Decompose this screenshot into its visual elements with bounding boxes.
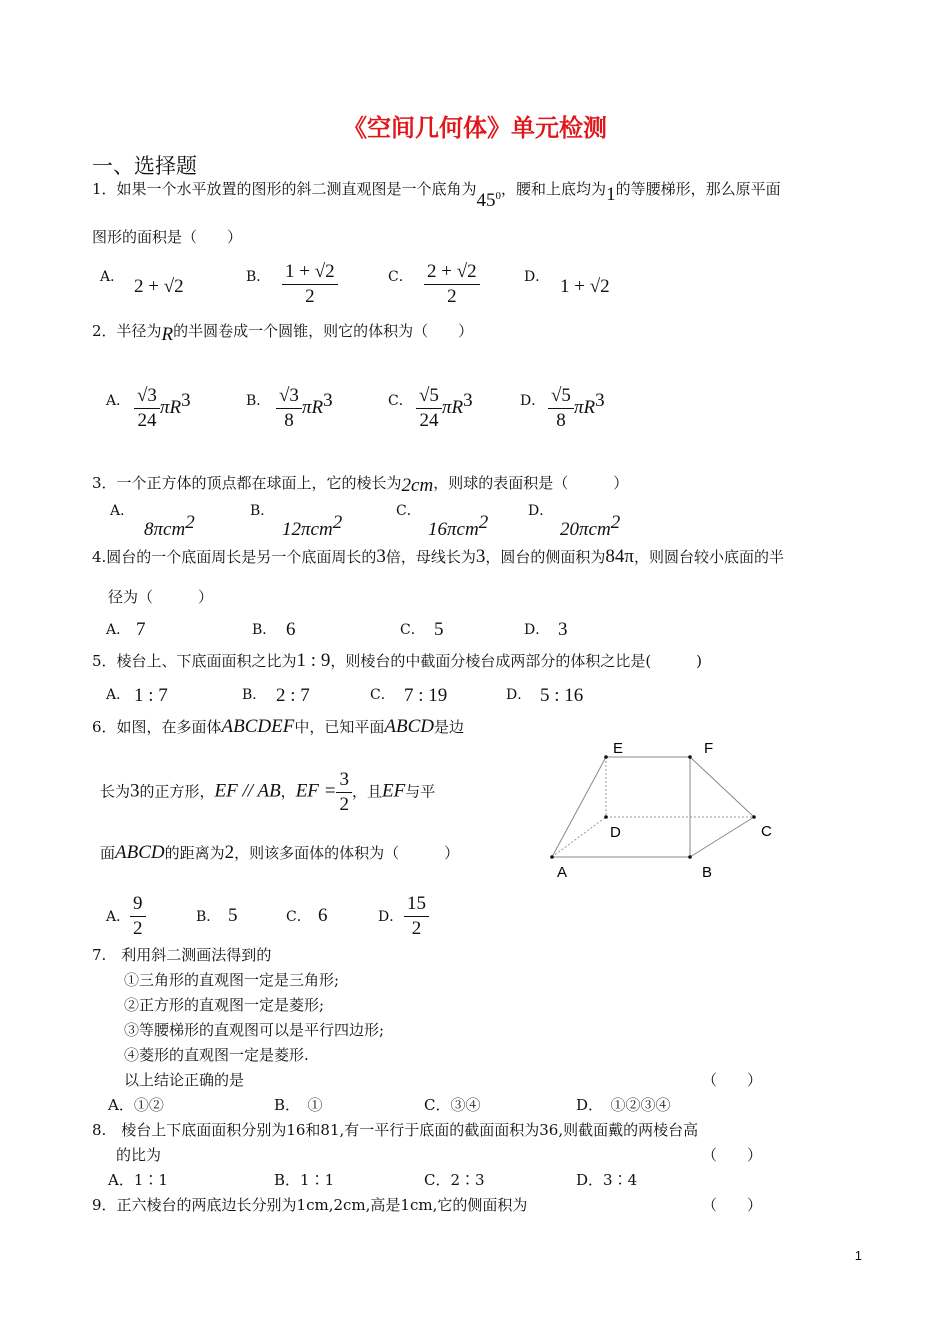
q4-option-b-value: 6 [286,619,296,640]
q3-d-val: 20πcm [560,519,611,540]
q2-c-den: 24 [419,410,439,431]
q7-option-c: C．③④ [424,1096,481,1114]
q5-option-b-value: 2 : 7 [276,685,310,706]
q6-d-den: 2 [411,918,422,939]
q6-option-d-label: D． [378,909,404,925]
q1-c-den: 2 [447,286,457,307]
q3-text-a: 3．一个正方体的顶点都在球面上，它的棱长为 [92,474,402,492]
q2-b-den: 8 [284,410,294,431]
label-c: C [761,823,772,840]
q6-option-b-value: 5 [228,905,238,926]
q1-option-c-label: C． [388,269,413,285]
q6-text-i: 的距离为 [164,844,225,862]
q6-text-b: 中，已知平面 [294,718,385,736]
page-number: 1 [854,1248,862,1263]
q4-option-d-label: D． [524,622,550,638]
q4-area: 84π [605,546,634,567]
q6-text-g: 与平 [405,782,436,801]
q2-d-exp: 3 [595,390,605,411]
q2-d-num: √5 [548,384,574,409]
q2-option-c-label: C． [388,393,413,409]
q4-option-c-label: C． [400,622,425,638]
q3-edge: 2cm [401,475,434,496]
q2-a-den: 24 [137,410,157,431]
q3-option-b-value [282,512,342,541]
q1-option-c-fraction [424,260,480,309]
q4-text-b: 倍，母线长为 [385,548,476,566]
q2-c-num: √5 [416,384,442,409]
question-7: 7. 利用斜二测画法得到的 [92,946,272,964]
q1-option-b-label: B． [246,269,271,285]
q5-option-b-label: B． [242,687,267,703]
q2-a-num: √3 [134,384,160,409]
q6-a-den: 2 [133,918,143,939]
q6-text-d: 长为 [100,782,131,801]
q6-plane2: ABCD [115,842,165,863]
label-f: F [704,740,714,757]
q7-option-d: D． ①②③④ [576,1096,671,1114]
q4-option-a-value: 7 [136,619,146,640]
vertex-f [688,755,692,759]
q2-a-exp: 3 [181,390,191,411]
q1-b-num: 1 + √2 [282,260,338,285]
q2-b-tail: πR [301,397,324,418]
section-heading: 一、选择题 [92,154,197,178]
q6-option-b-label: B． [196,909,221,925]
q2-option-d-value [548,384,605,433]
q6-ef-num: 3 [336,768,352,793]
q9-answer-paren: （ ） [702,1196,763,1214]
q3-b-val: 12πcm [282,519,333,540]
q7-option-b: B． ① [274,1096,323,1114]
q2-option-b-label: B． [246,393,271,409]
label-b: B [702,864,713,881]
edge-fc [690,757,754,817]
q2-a-tail: πR [159,397,182,418]
q3-option-a-value [144,512,195,541]
q6-parallel: EF // AB [214,780,281,802]
q2-d-den: 8 [556,410,566,431]
q5-option-c-label: C． [370,687,395,703]
label-e: E [613,740,624,757]
q5-option-a-label: A． [106,687,131,703]
q4-option-d-value: 3 [558,619,568,640]
page-title: 《空间几何体》单元检测 [343,114,607,142]
q4-option-a-label: A． [106,622,131,638]
q1-c-num: 2 + √2 [424,260,480,285]
q6-three: 3 [130,780,140,802]
q7-conclusion: 以上结论正确的是 [124,1071,245,1089]
q3-text-b: ，则球的表面积是（ ） [433,474,629,492]
q6-text-a: 6．如图，在多面体 [92,718,222,736]
q8-option-d: D．3∶4 [576,1171,638,1189]
q2-option-d-label: D． [520,393,546,409]
edge-bc [690,817,754,857]
q1-option-a-value: 2 + √2 [134,276,184,297]
q6-text-e: 的正方形， [139,782,215,801]
question-9: 9．正六棱台的两底边长分别为1cm,2cm,高是1cm,它的侧面积为 [92,1196,528,1214]
q6-ef-den: 2 [339,794,349,815]
q1-text-c: 的等腰梯形，那么原平面 [615,180,781,198]
question-4-line1 [92,546,784,568]
vertex-e [604,755,608,759]
q2-radius: R [161,324,174,345]
question-6-line3 [100,842,459,864]
q1-text-b: ，腰和上底均为 [501,180,607,198]
q4-option-b-label: B． [252,622,277,638]
q5-option-d-value: 5 : 16 [540,685,584,706]
q2-b-num: √3 [276,384,302,409]
q6-poly: ABCDEF [221,716,295,737]
q8-option-a: A．1∶1 [108,1171,168,1189]
q7-item-1: ①三角形的直观图一定是三角形; [124,971,340,989]
question-4-line2: 径为（ ） [108,588,214,606]
q2-option-b-value [276,384,333,433]
q8-answer-paren: （ ） [702,1146,763,1164]
q6-text-c: 是边 [434,718,465,736]
q2-text-a: 2．半径为 [92,322,162,340]
q3-c-val: 16πcm [428,519,479,540]
question-8-line1: 8. 棱台上下底面面积分别为16和81,有一平行于底面的截面面积为36,则截面戴的两棱台高 [92,1121,699,1139]
edge-ae [552,757,606,857]
q2-option-a-label: A． [106,393,131,409]
q5-text-a: 5．棱台上、下底面面积之比为 [92,652,297,670]
q3-option-d-label: D． [528,503,554,519]
q2-c-exp: 3 [463,390,473,411]
q1-one: 1 [606,184,616,205]
q5-option-c-value: 7 : 19 [404,685,448,706]
q8-option-b: B．1∶1 [274,1171,335,1189]
question-6-line2 [100,768,435,817]
q3-a-val: 8πcm [144,519,186,540]
q2-c-tail: πR [441,397,464,418]
q2-b-exp: 3 [323,390,333,411]
q5-option-d-label: D． [506,687,532,703]
q3-a-exp: 2 [185,512,195,533]
q1-option-d-label: D． [524,269,550,285]
q3-option-c-value [428,512,488,541]
q1-text-a: 1．如果一个水平放置的图形的斜二测直观图是一个底角为 [92,180,477,198]
q1-option-a-label: A． [100,269,125,285]
q1-angle-sup: 0 [495,190,502,202]
q6-option-a-label: A． [106,909,131,925]
q2-text-b: 的半圆卷成一个圆锥，则它的体积为（ ） [173,322,474,340]
q6-text-h: 面 [100,844,116,862]
q4-text-a: 4.圆台的一个底面周长是另一个底面周长的 [92,548,377,566]
q7-option-a: A．①② [108,1096,164,1114]
question-8-line2: 的比为 [116,1146,162,1164]
question-1-line1 [92,178,781,211]
q3-c-exp: 2 [478,512,489,533]
q1-angle [477,190,502,211]
q4-three-b: 3 [475,546,486,567]
q6-option-a-fraction [130,892,146,941]
q6-text-f: ，且 [351,782,382,801]
q7-item-4: ④菱形的直观图一定是菱形. [124,1046,309,1064]
q6-comma: ， [280,782,296,801]
polyhedron-figure [540,735,800,885]
q4-three-a: 3 [376,546,386,567]
question-5 [92,650,702,672]
q1-option-d-value: 1 + √2 [560,276,610,297]
vertex-b [688,855,692,859]
q8-option-c: C．2∶3 [424,1171,485,1189]
q4-option-c-value: 5 [434,619,444,640]
hidden-edge-ad [552,817,606,857]
q2-option-a-value [134,384,191,433]
question-1-line2: 图形的面积是（ ） [92,228,243,246]
q5-text-b: ，则棱台的中截面分棱台成两部分的体积之比是( ) [330,652,703,670]
question-3 [92,472,628,494]
q7-item-2: ②正方形的直观图一定是菱形; [124,996,325,1014]
q6-d-num: 15 [404,892,429,917]
q6-two: 2 [224,842,235,863]
q1-option-b-fraction [282,260,338,309]
question-6-line1 [92,716,464,738]
q6-plane: ABCD [384,716,434,737]
question-2 [92,320,474,345]
label-a: A [557,864,568,881]
q2-option-c-value [416,384,473,433]
q5-option-a-value: 1 : 7 [134,685,168,706]
q6-option-c-value: 6 [318,905,328,926]
q6-ef2: EF [382,780,406,802]
q3-option-a-label: A． [110,503,135,519]
vertex-d [604,815,608,819]
q6-option-c-label: C． [286,909,311,925]
vertex-a [550,855,554,859]
q4-text-d: ，则圆台较小底面的半 [633,548,784,566]
q3-option-d-value [560,512,620,541]
q1-b-den: 2 [305,286,315,307]
label-d: D [610,824,621,841]
q7-item-3: ③等腰梯形的直观图可以是平行四边形; [124,1021,385,1039]
q6-ef: EF = [295,780,337,802]
q3-d-exp: 2 [610,512,621,533]
q7-answer-paren: （ ） [702,1071,763,1089]
q3-option-b-label: B． [250,503,275,519]
q6-option-d-fraction [404,892,429,941]
vertex-c [752,815,756,819]
q4-text-c: ，圆台的侧面积为 [485,548,606,566]
q3-option-c-label: C． [396,503,421,519]
q2-d-tail: πR [573,397,596,418]
q6-a-num: 9 [130,892,146,917]
q3-b-exp: 2 [332,512,343,533]
q5-ratio: 1 : 9 [296,650,331,671]
q6-text-j: ，则该多面体的体积为（ ） [234,844,460,862]
q1-angle-value: 45 [476,190,496,211]
